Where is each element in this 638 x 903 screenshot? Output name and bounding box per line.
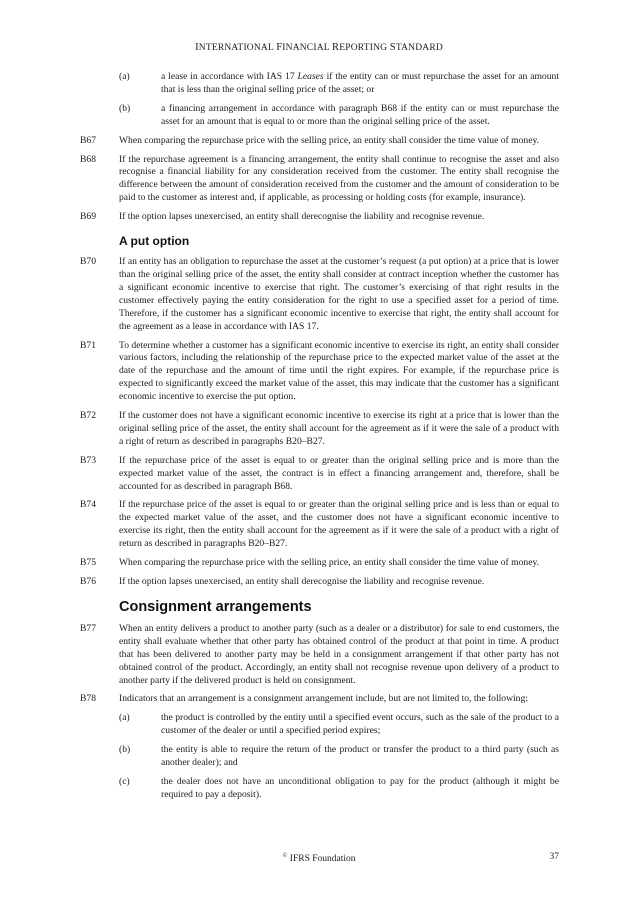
paragraph-text: If the repurchase agreement is a financing arrangement, the entity shall continue to recognise the asset and also recognise a financial liability for any consideration received from the customer. The entity shall recognise the difference between the amount of consideration received from the customer and the amount of consideration to be paid to the customer as interest and, if applicable, as processing or holding costs (for example, insurance). — [119, 153, 559, 204]
page-number: 37 — [549, 852, 559, 862]
paragraph-number: B68 — [80, 153, 96, 165]
paragraph-number: B77 — [80, 622, 96, 634]
paragraph-number: B71 — [80, 339, 96, 351]
list-item-label: (b) — [119, 102, 131, 114]
running-header — [0, 42, 638, 53]
list-item-label: (a) — [119, 71, 130, 82]
paragraph-b69 — [0, 211, 638, 224]
header-word: TANDARD — [395, 43, 443, 53]
header-word: INANCIAL — [282, 43, 332, 53]
paragraph-number: B74 — [80, 499, 96, 511]
copyright-symbol: © — [282, 852, 288, 859]
list-item-text: a lease in accordance with IAS 17 Leases if the entity can or must repurchase the asset for an amount that is less than the original selling price of the asset; or — [161, 71, 559, 95]
paragraph-text: If the option lapses unexercised, an entity shall derecognise the liability and recognise revenue. — [119, 211, 485, 223]
standard-title: Leases — [297, 71, 324, 82]
paragraph-b67 — [0, 135, 638, 148]
header-word: EPORTING — [339, 43, 390, 53]
header-initial: S — [389, 42, 396, 53]
list-item-text: the dealer does not have an unconditional obligation to pay for the product (although it might be required to pay a deposit). — [161, 775, 559, 800]
list-item-label: (b) — [119, 744, 131, 756]
paragraph-number: B70 — [80, 256, 96, 268]
paragraph-b77 — [0, 623, 638, 688]
header-initial: I — [195, 42, 199, 53]
paragraph-b71 — [0, 340, 638, 405]
paragraph-b68 — [0, 154, 638, 206]
header-initial: R — [332, 42, 340, 53]
list-item — [0, 776, 638, 802]
section-heading-put-option: A put option — [119, 234, 190, 249]
paragraph-text: Indicators that an arrangement is a consignment arrangement include, but are not limited to, the following: — [119, 693, 528, 705]
paragraph-b76 — [0, 576, 638, 589]
paragraph-text: If the customer does not have a significant economic incentive to exercise its right at a price that is lower than the original selling price of the asset, the entity shall account for the agreement as if it were the sale of a product with a right of return as described in paragraphs B20–B27. — [119, 410, 559, 447]
paragraph-number: B76 — [80, 576, 96, 587]
paragraph-number: B72 — [80, 410, 96, 422]
list-item-text: the entity is able to require the return of the product or transfer the product to a third party (such as another dealer); and — [161, 744, 559, 769]
paragraph-b70 — [0, 256, 638, 333]
paragraph-text: When comparing the repurchase price with the selling price, an entity shall consider the time value of money. — [119, 134, 540, 146]
paragraph-text: If the option lapses unexercised, an entity shall derecognise the liability and recognise revenue. — [119, 576, 485, 587]
paragraph-number: B78 — [80, 693, 96, 705]
list-item-label: (a) — [119, 712, 130, 724]
paragraph-b75 — [0, 557, 638, 570]
paragraph-text: If the repurchase price of the asset is equal to or greater than the original selling price and is less than or equal to the expected market value of the asset, and the customer does not have a significant economic incentive to exercise its right, then the entity shall account for the agreement as if it were the sale of a product with a right of return as described in paragraphs B20–B27. — [119, 499, 559, 550]
paragraph-b78 — [0, 693, 638, 706]
paragraph-text: When comparing the repurchase price with the selling price, an entity shall consider the time value of money. — [119, 557, 540, 569]
paragraph-number: B67 — [80, 134, 96, 146]
footer-org: IFRS Foundation — [289, 854, 356, 865]
paragraph-number: B75 — [80, 557, 96, 569]
list-item — [0, 71, 638, 97]
paragraph-number: B69 — [80, 211, 96, 223]
paragraph-b74 — [0, 499, 638, 551]
paragraph-text: When an entity delivers a product to another party (such as a dealer or a distributor) for sale to end customers, the entity shall evaluate whether that other party has obtained control of the product at that point in time. A product that has been delivered to another party may be held in a consignment arrangement if that other party has not obtained control of the product. Accordingly, an entity shall not recognise revenue upon delivery of a product to another party if the delivered product is held on consignment. — [119, 622, 559, 686]
paragraph-b72 — [0, 410, 638, 449]
copyright-notice — [0, 852, 638, 864]
list-item — [0, 744, 638, 770]
paragraph-b73 — [0, 455, 638, 494]
paragraph-text: If an entity has an obligation to repurchase the asset at the customer’s request (a put option) at a price that is lower than the original selling price of the asset, the entity shall consider at contract inception whether the customer has a significant economic incentive to exercise that right. The customer’s exercising of that right results in the customer effectively paying the entity consideration for the right to use a specified asset for a period of time. Therefore, if the customer has a significant economic incentive to exercise that right, the entity shall account for the agreement as a lease in accordance with IAS 17. — [119, 256, 559, 332]
list-item-label: (c) — [119, 775, 130, 787]
list-item-text: a financing arrangement in accordance with paragraph B68 if the entity can or must repurchase the asset for an amount that is equal to or more than the original selling price of the asset. — [161, 102, 559, 127]
page-body — [0, 71, 638, 808]
list-item — [0, 712, 638, 738]
header-initial: F — [276, 42, 283, 53]
list-item-text: the product is controlled by the entity until a specified event occurs, such as the sale of the product to a customer of the dealer or until a specified period expires; — [161, 712, 559, 737]
section-heading-consignment: Consignment arrangements — [119, 598, 312, 615]
paragraph-number: B73 — [80, 454, 96, 466]
paragraph-text: To determine whether a customer has a significant economic incentive to exercise its right, an entity shall consider various factors, including the relationship of the repurchase price to the expected market value of the asset at the date of the repurchase and the amount of time until the right expires. For example, if the repurchase price is expected to significantly exceed the market value of the asset, this may indicate that the customer has a significant economic incentive to exercise the put option. — [119, 339, 559, 403]
paragraph-text: If the repurchase price of the asset is equal to or greater than the original selling price and is more than the expected market value of the asset, the contract is in effect a financing arrangement and, therefore, shall be accounted for as described in paragraph B68. — [119, 454, 559, 492]
header-word: NTERNATIONAL — [198, 43, 277, 53]
list-item — [0, 103, 638, 129]
